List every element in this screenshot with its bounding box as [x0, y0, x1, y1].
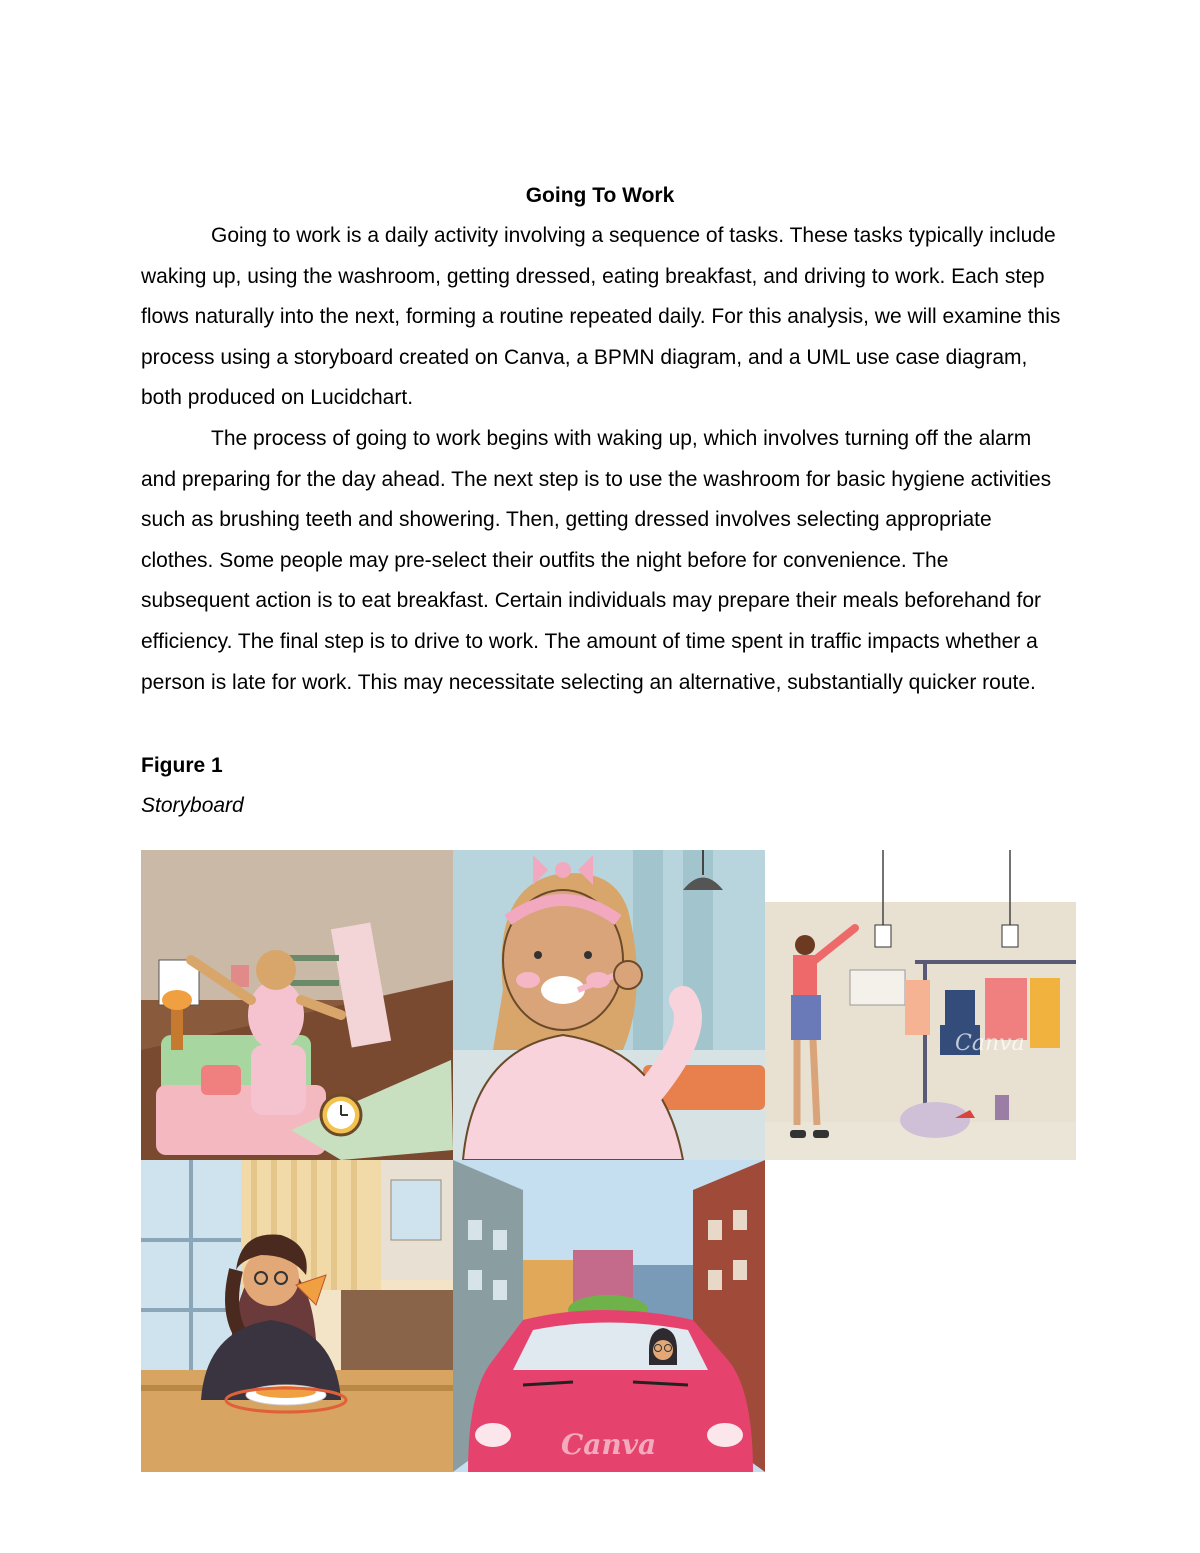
bedroom-illustration [141, 850, 453, 1160]
washroom-illustration [453, 850, 765, 1160]
body-text [141, 216, 1061, 703]
storyboard-panel-brushing-teeth [453, 850, 765, 1160]
canva-watermark: Canva [561, 1428, 657, 1461]
storyboard-panel-eating-breakfast [141, 1160, 453, 1472]
figure-caption: Storyboard [141, 794, 244, 817]
storyboard-panel-driving-to-work [453, 1160, 765, 1472]
street-car-illustration [453, 1160, 765, 1472]
storyboard-panel-getting-dressed [765, 850, 1076, 1160]
closet-illustration [765, 850, 1076, 1160]
page-title: Going To Work [525, 184, 675, 207]
paragraph-intro: Going to work is a daily activity involving a sequence of tasks. These tasks typically include waking up, using the washroom, getting dressed, eating breakfast, and driving to work. Each step flows naturally into the next, forming a routine repeated daily. For this analysis, we will examine this process using a storyboard created on Canva, a BPMN diagram, and a UML use case diagram, both produced on Lucidchart. [141, 224, 1061, 410]
kitchen-illustration [141, 1160, 453, 1472]
figure-label: Figure 1 [141, 754, 223, 777]
storyboard-panel-waking-up [141, 850, 453, 1160]
paragraph-process: The process of going to work begins with waking up, which involves turning off the alarm and preparing for the day ahead. The next step is to use the washroom for basic hygiene activities such as brushing teeth and showering. Then, getting dressed involves selecting appropriate clothes. Some people may pre-select their outfits the night before for convenience. The subsequent action is to eat breakfast. Certain individuals may prepare their meals beforehand for efficiency. The final step is to drive to work. The amount of time spent in traffic impacts whether a person is late for work. This may necessitate selecting an alternative, substantially quicker route. [141, 426, 1052, 694]
canva-watermark: Canva [955, 1031, 1025, 1056]
